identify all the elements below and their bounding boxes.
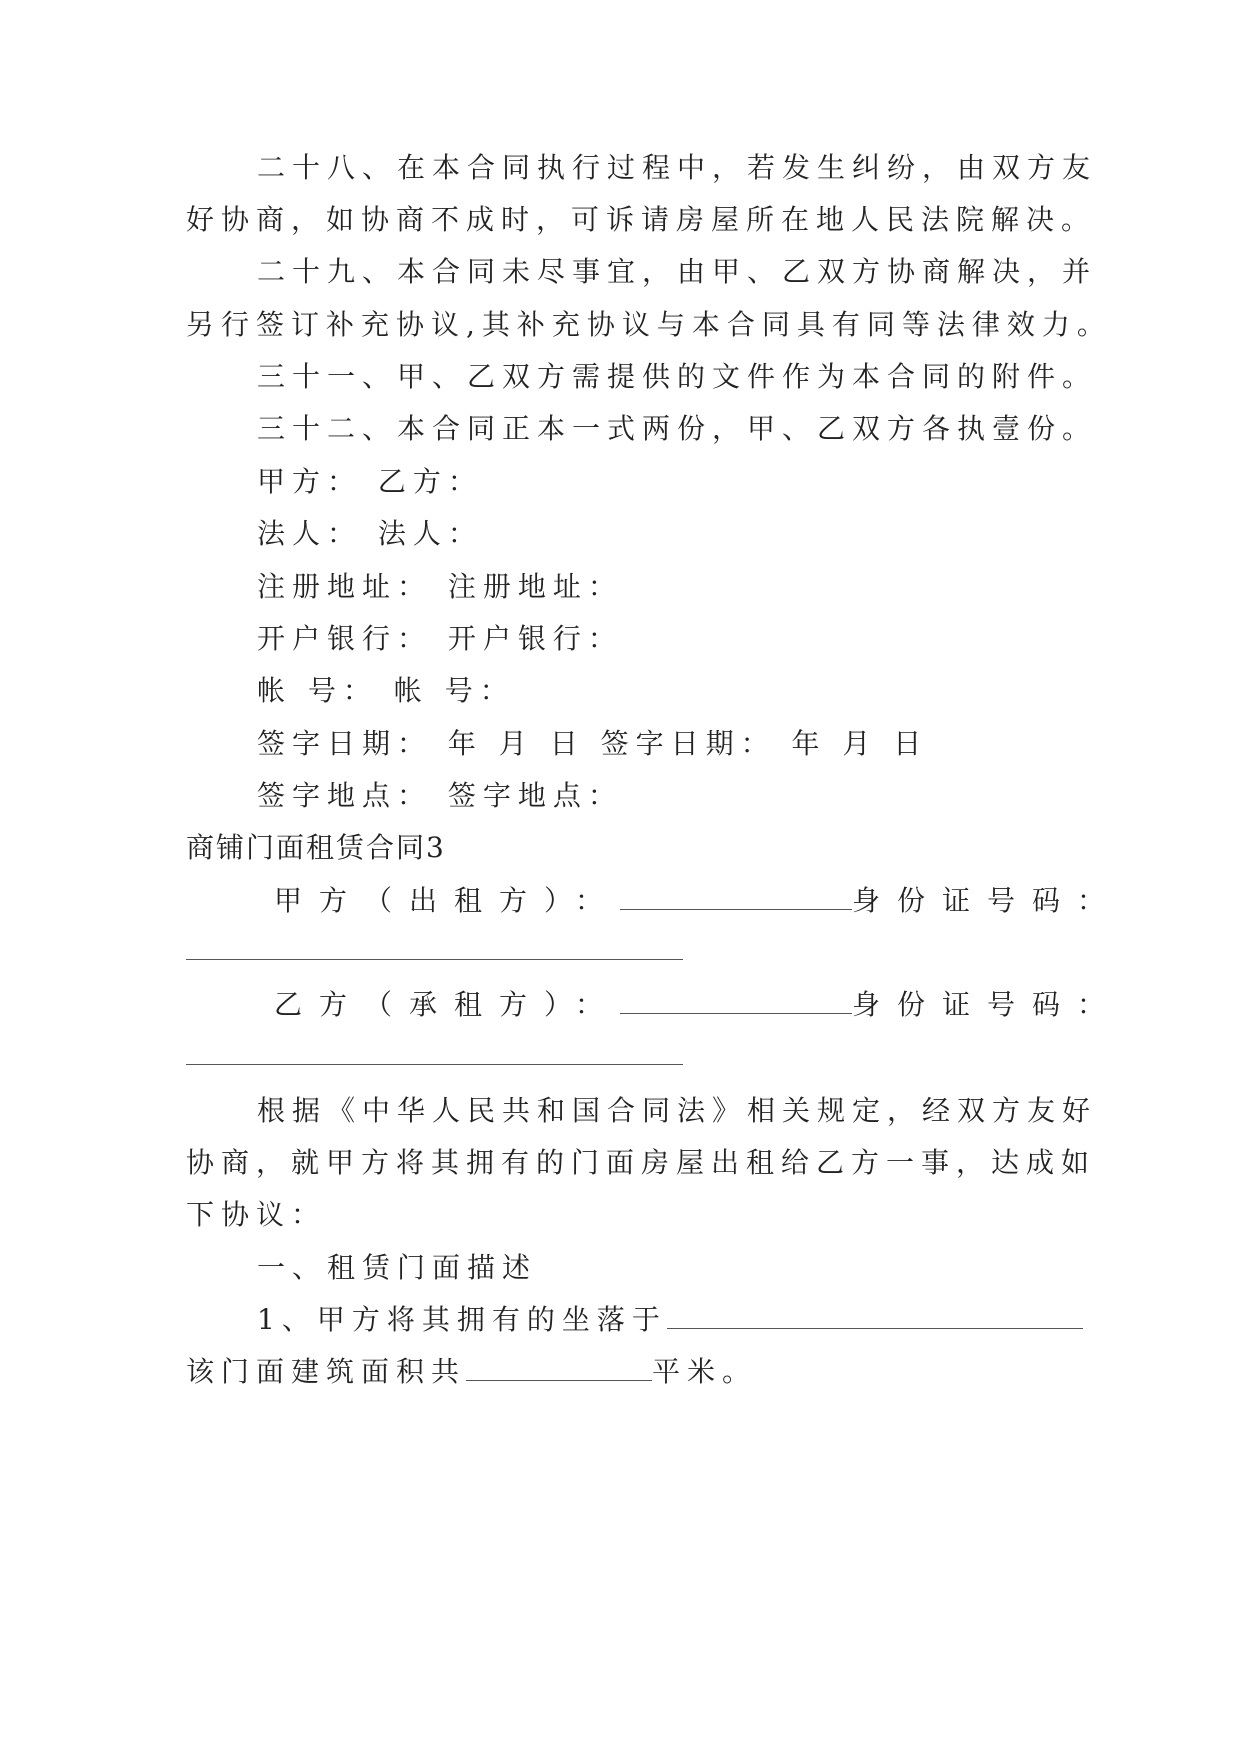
lessor-id-label: 身份证号码： [852, 884, 1123, 917]
location-blank [667, 1326, 1083, 1329]
lessor-line [274, 884, 1123, 917]
signature-legal-person: 法人： 法人： [257, 517, 483, 550]
lessor-name-blank [620, 907, 852, 910]
area-suffix: 平米。 [652, 1355, 758, 1388]
lessee-id-blank [186, 1064, 683, 1065]
clause-32: 三十二、本合同正本一式两份，甲、乙双方各执壹份。 [257, 412, 1098, 445]
section-1-heading: 一、租赁门面描述 [257, 1251, 538, 1284]
item-1-line2 [186, 1355, 758, 1388]
intro-line3: 下协议： [186, 1198, 327, 1231]
clause-28-line1: 二十八、在本合同执行过程中，若发生纠纷，由双方友 [257, 151, 1098, 184]
signature-place: 签字地点： 签字地点： [257, 779, 623, 812]
signature-bank: 开户银行： 开户银行： [257, 622, 623, 655]
item-1-prefix: 1、甲方将其拥有的坐落于 [257, 1303, 667, 1336]
intro-line2: 协商，就甲方将其拥有的门面房屋出租给乙方一事，达成如 [186, 1146, 1097, 1179]
clause-29-line1: 二十九、本合同未尽事宜，由甲、乙双方协商解决，并 [257, 255, 1098, 288]
lessee-name-blank [620, 1011, 852, 1014]
lessee-line [274, 988, 1123, 1021]
signature-party: 甲方： 乙方： [257, 465, 483, 498]
signature-address: 注册地址： 注册地址： [257, 570, 623, 603]
clause-31: 三十一、甲、乙双方需提供的文件作为本合同的附件。 [257, 360, 1098, 393]
item-1-line1 [257, 1303, 1083, 1336]
lessee-label: 乙方（承租方）： [274, 988, 621, 1021]
area-blank [466, 1378, 652, 1381]
lessee-id-label: 身份证号码： [852, 988, 1123, 1021]
contract-title: 商铺门面租赁合同3 [186, 831, 446, 864]
signature-date: 签字日期： 年 月 日 签字日期： 年 月 日 [257, 727, 929, 760]
signature-account: 帐 号： 帐 号： [257, 674, 515, 707]
area-prefix: 该门面建筑面积共 [186, 1355, 467, 1388]
intro-line1: 根据《中华人民共和国合同法》相关规定，经双方友好 [257, 1094, 1098, 1127]
lessor-label: 甲方（出租方）： [274, 884, 621, 917]
lessor-id-blank [186, 959, 683, 960]
clause-28-line2: 好协商，如协商不成时，可诉请房屋所在地人民法院解决。 [186, 203, 1097, 236]
clause-29-line2: 另行签订补充协议,其补充协议与本合同具有同等法律效力。 [186, 308, 1112, 341]
